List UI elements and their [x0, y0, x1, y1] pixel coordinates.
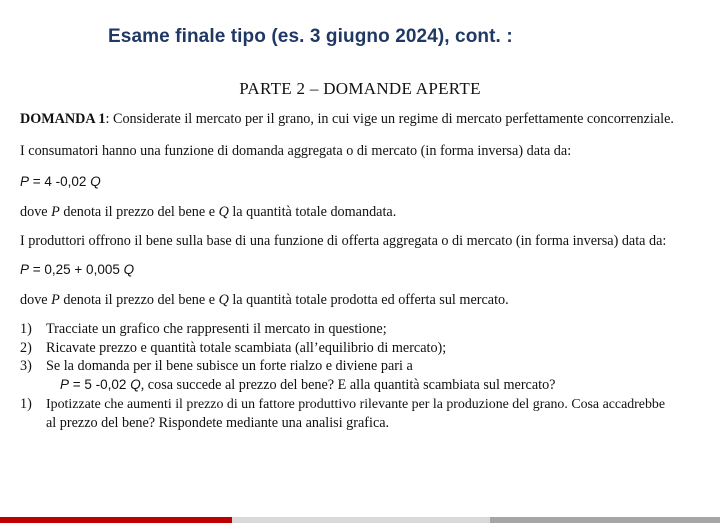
bottom-bar-dark-segment [490, 517, 720, 523]
list-item-number: 3) [20, 358, 32, 374]
item3-eq-lhs: P [60, 377, 70, 392]
supply-desc-mid: denota il prezzo del bene e [59, 292, 219, 308]
demand-desc-pre: dove [20, 204, 52, 220]
demand-desc-post: la quantità totale domandata. [228, 204, 397, 220]
list-item-number: 1) [20, 321, 32, 337]
list-item-number: 1) [20, 396, 32, 412]
list-item [20, 396, 665, 413]
list-item-number: 2) [20, 340, 32, 356]
bottom-bar-light-segment [232, 517, 490, 523]
slide-title: Esame finale tipo (es. 3 giugno 2024), cont. : [108, 26, 513, 47]
supply-equation [20, 262, 134, 277]
supply-eq-rhs: = 0,25 + 0,005 [29, 262, 124, 277]
list-item-text: Ricavate prezzo e quantità totale scambiata (all’equilibrio di mercato); [46, 340, 447, 356]
list-item [20, 358, 413, 375]
item4-continuation: al prezzo del bene? Rispondete mediante una analisi grafica. [46, 415, 390, 431]
demand-desc-mid: denota il prezzo del bene e [59, 204, 219, 220]
list-item-text: Se la domanda per il bene subisce un forte rialzo e diviene pari a [46, 358, 413, 374]
demand-description [20, 204, 396, 221]
demand-sentence: I consumatori hanno una funzione di domanda aggregata o di mercato (in forma inversa) data da: [20, 143, 572, 159]
list-item-text: Tracciate un grafico che rappresenti il mercato in questione; [46, 321, 387, 337]
demand-eq-lhs: P [20, 174, 30, 189]
supply-description [20, 292, 509, 309]
question-label: DOMANDA 1 [20, 111, 106, 127]
item3-eq-post: , cosa succede al prezzo del bene? E alla quantità scambiata sul mercato? [140, 377, 556, 393]
item3-eq-var: Q [130, 377, 141, 392]
list-item [20, 340, 446, 357]
bottom-bar-red-segment [0, 517, 232, 523]
demand-desc-p: P [51, 204, 60, 220]
demand-eq-var: Q [90, 174, 101, 189]
supply-eq-var: Q [123, 262, 135, 277]
supply-desc-pre: dove [20, 292, 52, 308]
question-intro: : Considerate il mercato per il grano, in cui vige un regime di mercato perfettamente concorrenziale. [105, 111, 674, 127]
supply-desc-post: la quantità totale prodotta ed offerta sul mercato. [228, 292, 509, 308]
supply-eq-lhs: P [20, 262, 30, 277]
supply-sentence: I produttori offrono il bene sulla base di una funzione di offerta aggregata o di mercato (in forma inversa) data da: [20, 233, 667, 249]
demand-desc-q: Q [218, 204, 229, 220]
list-item [20, 321, 387, 338]
bottom-bar [0, 517, 720, 523]
demand-eq-rhs: = 4 -0,02 [29, 174, 91, 189]
demand-equation [20, 174, 101, 189]
list-item-text: Ipotizzate che aumenti il prezzo di un fattore produttivo rilevante per la produzione del grano. Cosa accadrebbe [46, 397, 666, 412]
supply-desc-q: Q [218, 292, 229, 308]
question-intro-line [20, 111, 674, 128]
supply-desc-p: P [51, 292, 60, 308]
item3-equation [60, 377, 141, 392]
section-title: PARTE 2 – DOMANDE APERTE [239, 79, 481, 98]
item3-equation-line [60, 377, 555, 394]
item3-eq-rhs: = 5 -0,02 [69, 377, 131, 392]
